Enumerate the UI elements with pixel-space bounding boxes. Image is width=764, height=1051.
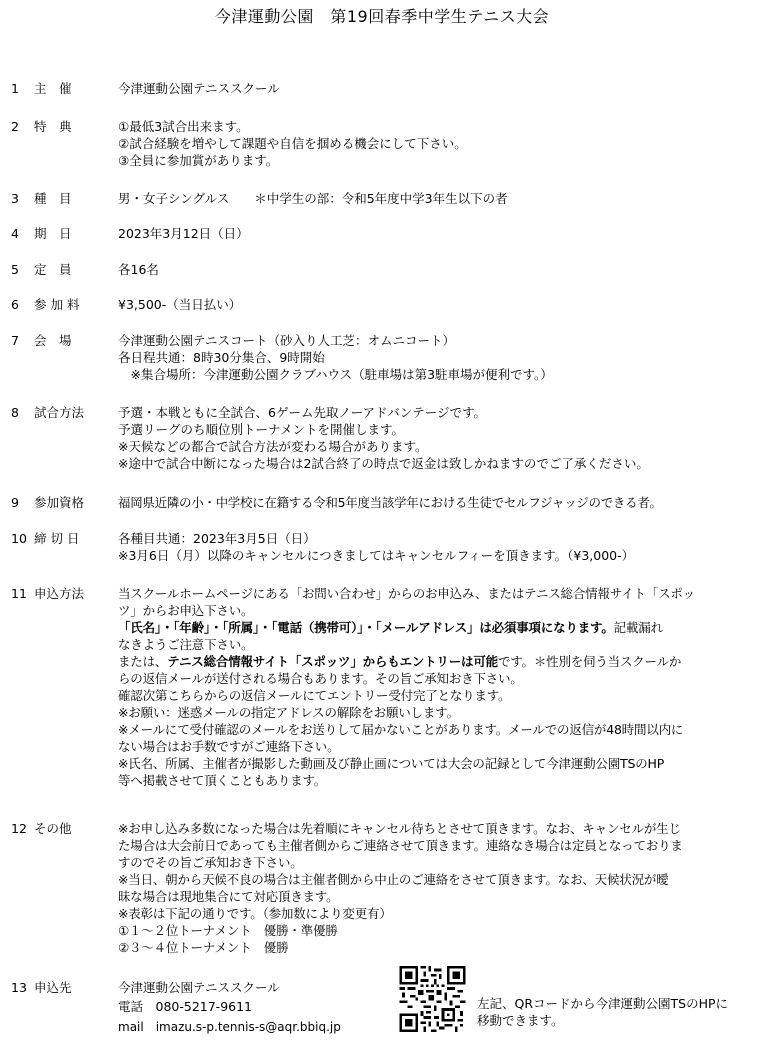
- section-label: その他: [34, 821, 72, 836]
- section-number: 4: [11, 226, 19, 241]
- benefit-line: ③全員に参加賞があります。: [118, 153, 279, 168]
- apply-line: 等へ掲載させて頂くこともあります。: [118, 773, 327, 788]
- benefit-line: ①最低3試合出来ます。: [118, 119, 249, 134]
- section-label: 種 目: [34, 191, 72, 206]
- qr-caption-line: 移動できます。: [477, 1013, 564, 1028]
- section-label: 定 員: [34, 262, 72, 277]
- section-label: 申込方法: [34, 586, 85, 601]
- section-number: 9: [11, 495, 19, 510]
- section-label: 特 典: [34, 119, 72, 134]
- event-text: 男・女子シングルス ＊中学生の部：令和5年度中学3年生以下の者: [118, 191, 508, 206]
- apply-line: なきようご注意下さい。: [118, 637, 254, 652]
- section-number: 5: [11, 262, 19, 277]
- fee-text: ¥3,500-（当日払い）: [118, 297, 242, 312]
- section-number: 11: [11, 586, 27, 601]
- section-number: 12: [11, 821, 27, 836]
- venue-line: 今津運動公園テニスコート（砂入り人工芝：オムニコート）: [118, 333, 456, 348]
- deadline-line: 各種目共通：2023年3月5日（日）: [118, 531, 316, 546]
- venue-line: 各日程共通：8時30分集合、9時開始: [118, 350, 325, 365]
- apply-line: ※お願い：迷惑メールの指定アドレスの解除をお願いします。: [118, 705, 459, 720]
- section-label: 試合方法: [34, 405, 85, 420]
- venue-line: ※集合場所：今津運動公園クラブハウス（駐車場は第3駐車場が便利です。）: [118, 367, 553, 382]
- section-label: 参加資格: [34, 495, 85, 510]
- other-line: すのでその旨ご承知おき下さい。: [118, 855, 303, 870]
- qr-code-icon[interactable]: [399, 966, 466, 1032]
- other-line: 昧な場合は現地集合にて対応頂きます。: [118, 889, 339, 904]
- apply-line-tail: です。＊性別を伺う当スクールか: [497, 654, 682, 669]
- section-label: 参 加 料: [34, 297, 80, 312]
- other-line: ①１～２位トーナメント 優勝・準優勝: [118, 923, 338, 938]
- apply-line: [118, 653, 758, 670]
- apply-line: ※氏名、所属、主催者が撮影した動画及び静止画については大会の記録として今津運動公園TSのHP: [118, 756, 665, 771]
- section-label: 主 催: [34, 81, 72, 96]
- contact-email[interactable]: mail imazu.s-p.tennis-s@aqr.bbiq.jp: [118, 1020, 341, 1034]
- apply-line: 当スクールホームページにある「お問い合わせ」からのお申込み、またはテニス総合情報サイト「スポッ: [118, 586, 695, 601]
- apply-line-tail: 記載漏れ: [613, 620, 663, 635]
- apply-line: ツ」からお申込下さい。: [118, 603, 254, 618]
- apply-line: らの返信メールが送付される場合もあります。その旨ご承知おき下さい。: [118, 671, 523, 686]
- apply-line: ※メールにて受付確認のメールをお送りして届かないことがあります。メールでの返信が48時間以内に: [118, 722, 684, 737]
- contact-phone: 電話 080-5217-9611: [118, 999, 253, 1014]
- other-line: た場合は大会前日であっても主催者側からご連絡させて頂きます。連絡なき場合は定員となっておりま: [118, 838, 683, 853]
- section-number: 3: [11, 191, 19, 206]
- apply-line: 確認次第こちらからの返信メールにてエントリー受付完了となります。: [118, 688, 511, 703]
- format-line: 予選リーグのち順位別トーナメントを開催します。: [118, 422, 405, 437]
- organizer-text: 今津運動公園テニススクール: [118, 81, 280, 96]
- section-number: 10: [11, 531, 27, 546]
- apply-line: [118, 619, 758, 636]
- section-label: 会 場: [34, 333, 72, 348]
- section-label: 申込先: [34, 980, 72, 995]
- section-number: 13: [11, 980, 27, 995]
- section-number: 1: [11, 81, 19, 96]
- section-number: 6: [11, 297, 19, 312]
- eligibility-text: 福岡県近隣の小・中学校に在籍する令和5年度当該学年における生徒でセルフジャッジのできる者。: [118, 495, 662, 510]
- apply-line-prefix: または、: [118, 654, 168, 669]
- format-line: ※天候などの都合で試合方法が変わる場合があります。: [118, 439, 428, 454]
- qr-caption-line: 左記、QRコードから今津運動公園TSのHPに: [477, 996, 729, 1011]
- qr-caption: [477, 995, 728, 1029]
- other-line: ②３～４位トーナメント 優勝: [118, 940, 289, 955]
- apply-required-fields: 「氏名」・「年齢」・「所属」・「電話（携帯可）」・「メールアドレス」は必須事項になります。: [118, 620, 614, 635]
- deadline-line: ※3月6日（月）以降のキャンセルにつきましてはキャンセルフィーを頂きます。（¥3,000-）: [118, 548, 635, 563]
- date-text: 2023年3月12日（日）: [118, 226, 249, 241]
- other-line: ※当日、朝から天候不良の場合は主催者側から中止のご連絡をさせて頂きます。なお、天候状況が曖: [118, 872, 669, 887]
- other-line: ※お申し込み多数になった場合は先着順にキャンセル待ちとさせて頂きます。なお、キャンセルが生じ: [118, 821, 681, 836]
- section-label: 期 日: [34, 226, 72, 241]
- page-title: 今津運動公園 第19回春季中学生テニス大会: [214, 7, 550, 26]
- contact-name: 今津運動公園テニススクール: [118, 980, 280, 995]
- section-number: 2: [11, 119, 19, 134]
- apply-sports-entry: テニス総合情報サイト「スポッツ」からもエントリーは可能: [167, 654, 498, 669]
- section-number: 8: [11, 405, 19, 420]
- other-line: ※表彰は下記の通りです。（参加数により変更有）: [118, 906, 392, 921]
- format-line: ※途中で試合中断になった場合は2試合終了の時点で返金は致しかねますのでご了承ください。: [118, 456, 649, 471]
- format-line: 予選・本戦ともに全試合、6ゲーム先取ノーアドバンテージです。: [118, 405, 486, 420]
- section-number: 7: [11, 333, 19, 348]
- apply-line: ない場合はお手数ですがご連絡下さい。: [118, 739, 340, 754]
- benefit-line: ②試合経験を増やして課題や自信を掴める機会にして下さい。: [118, 136, 467, 151]
- section-label: 締 切 日: [34, 531, 80, 546]
- capacity-text: 各16名: [118, 262, 159, 277]
